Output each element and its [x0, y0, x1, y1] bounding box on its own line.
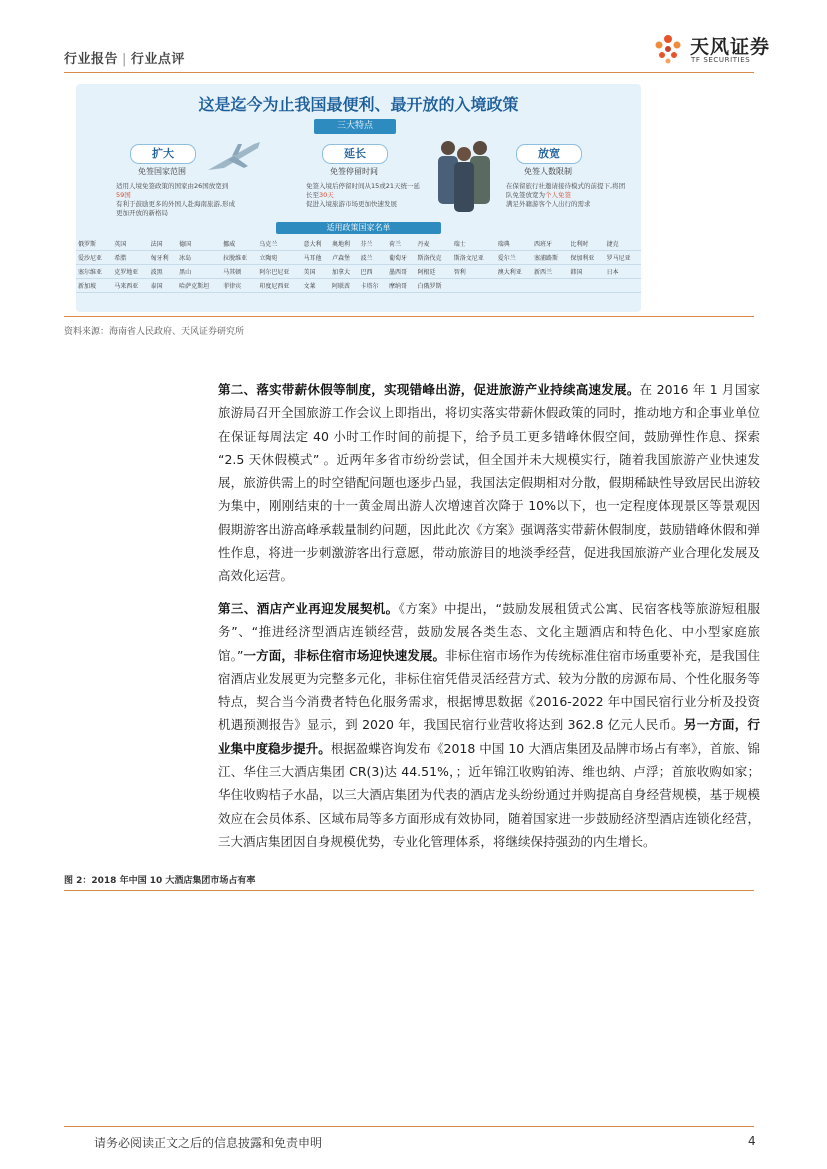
- country-cell: 马其顿: [221, 265, 257, 279]
- country-row: [76, 279, 641, 293]
- country-cell: 波兰: [358, 251, 387, 265]
- country-cell: 新西兰: [532, 265, 568, 279]
- country-cell: 意大利: [301, 237, 330, 251]
- logo-text-en: TF SECURITIES: [691, 56, 751, 64]
- country-cell: 德国: [177, 237, 221, 251]
- country-cell: 白俄罗斯: [415, 279, 451, 293]
- country-cell: 泰国: [149, 279, 178, 293]
- country-table: [76, 237, 641, 293]
- paragraph-hotel-industry: 第三、酒店产业再迎发展契机。《方案》中提出，“鼓励发展租赁式公寓、民宿客栈等旅游短租服务”、“推进经济型酒店连锁经营，鼓励发展各类生态、文化主题酒店和特色化、中小型家庭旅馆。”一方面，非标住宿市场迎快速发展。非标住宿市场作为传统标准住宿市场重要补充，是我国住宿酒店业发展更为完整多元化，非标住宿凭借灵活经营方式、较为分散的房源布局、个性化服务等特点，契合当今消费者特色化服务需求，根据博思数据《2016-2022 年中国民宿行业分析及投资机遇预测报告》显示，到 2020 年，我国民宿行业营收将达到 362.8 亿元人民币。另一方面，行业集中度稳步提升。根据盈蝶咨询发布《2018 中国 10 大酒店集团及品牌市场占有率》，首旅、锦江、华住三大酒店集团 CR(3)达 44.51%，；近年锦江收购铂涛、维也纳、卢浮；首旅收购如家；华住收购桔子水晶，以三大酒店集团为代表的酒店龙头纷纷通过并购提高自身经营规模，基于规模效应在会员体系、区域布局等多方面形成有效协同，随着国家进一步鼓励经济型酒店连锁化经营，三大酒店集团因自身规模优势，专业化管理体系，将继续保持强劲的内生增长。: [218, 601, 760, 849]
- country-cell: 韩国: [568, 265, 604, 279]
- tf-logo-icon: [650, 30, 686, 66]
- country-cell: 丹麦: [415, 237, 451, 251]
- country-row: [76, 251, 641, 265]
- country-cell: 爱尔兰: [496, 251, 532, 265]
- country-cell: 罗马尼亚: [605, 251, 641, 265]
- country-cell: 斯洛文尼亚: [452, 251, 496, 265]
- source-divider: [64, 316, 754, 317]
- figure2-divider: [64, 890, 754, 891]
- country-cell: 克罗地亚: [112, 265, 148, 279]
- country-cell: 哈萨克斯坦: [177, 279, 221, 293]
- country-cell: 挪威: [221, 237, 257, 251]
- infographic-title: 这是迄今为止我国最便利、最开放的入境政策: [198, 95, 519, 114]
- country-cell: 乌克兰: [257, 237, 301, 251]
- country-cell: [452, 279, 496, 293]
- country-cell: 捷克: [605, 237, 641, 251]
- policy-infographic: [76, 84, 641, 312]
- country-cell: 马来西亚: [112, 279, 148, 293]
- feature-desc-relax: 在保留旅行社邀请接待模式的前提下,将团队免签放宽为个人免签 满足外籍游客个人出行的需求: [506, 182, 626, 208]
- country-cell: 英国: [112, 237, 148, 251]
- feature-desc-extend: 免签入境后停留时间从15或21天统一延长至30天 促进入境旅游市场更加快速发展: [306, 182, 421, 208]
- country-list-title: 适用政策国家名单: [276, 222, 441, 234]
- country-row: [76, 265, 641, 279]
- separator: |: [122, 52, 127, 67]
- country-cell: 拉脱维亚: [221, 251, 257, 265]
- people-icon: [428, 134, 500, 216]
- country-cell: 匈牙利: [149, 251, 178, 265]
- category-label: 行业报告: [64, 52, 119, 67]
- country-cell: 日本: [605, 265, 641, 279]
- logo-text-cn: 天风证券: [690, 36, 771, 58]
- country-cell: [568, 279, 604, 293]
- feature-sub-relax: 免签人数限制: [524, 167, 572, 176]
- emphasis-concentration: 另一方面，行业集中度稳步提升。: [218, 717, 760, 756]
- country-cell: 文莱: [301, 279, 330, 293]
- emphasis-nonstandard: 一方面，非标住宿市场迎快速发展。: [243, 647, 446, 663]
- country-cell: 波黑: [149, 265, 178, 279]
- country-cell: 保加利亚: [568, 251, 604, 265]
- country-cell: 墨西哥: [387, 265, 416, 279]
- country-cell: 澳大利亚: [496, 265, 532, 279]
- country-cell: 斯洛伐克: [415, 251, 451, 265]
- country-cell: 塞浦路斯: [532, 251, 568, 265]
- country-cell: 爱沙尼亚: [76, 251, 112, 265]
- paragraph-lead: 第三、酒店产业再迎发展契机。: [218, 601, 399, 616]
- figure-source: 资料来源：海南省人民政府、天风证券研究所: [64, 327, 245, 337]
- country-cell: [496, 279, 532, 293]
- country-cell: 瑞士: [452, 237, 496, 251]
- airplane-icon: [204, 136, 264, 176]
- footer-disclaimer: 请务必阅读正文之后的信息披露和免责申明: [94, 1136, 323, 1150]
- feature-label-relax: 放宽: [516, 144, 582, 164]
- paragraph-vacation-policy: [218, 378, 760, 588]
- country-cell: 比利时: [568, 237, 604, 251]
- country-cell: 美国: [301, 265, 330, 279]
- country-cell: 立陶宛: [257, 251, 301, 265]
- country-cell: [605, 279, 641, 293]
- country-cell: 新加坡: [76, 279, 112, 293]
- country-cell: [532, 279, 568, 293]
- country-cell: 黑山: [177, 265, 221, 279]
- country-cell: 塞尔维亚: [76, 265, 112, 279]
- footer-divider: [64, 1126, 754, 1127]
- country-row: [76, 237, 641, 251]
- country-cell: 俄罗斯: [76, 237, 112, 251]
- page-number: 4: [748, 1134, 756, 1148]
- country-cell: 卡塔尔: [358, 279, 387, 293]
- paragraph-body: 在 2016 年 1 月国家旅游局召开全国旅游工作会议上即指出，将切实落实带薪休假政策的同时，推动地方和企事业单位在保证每周法定 40 小时工作时间的前提下，给予员工更多错峰休假空间，鼓励弹性作息、探索 “2.5 天休假模式” 。近两年多省市纷纷尝试，但全国并未大规模实行，随着我国旅游产业快速发展，旅游供需上的时空错配问题也逐步凸显，我国法定假期相对分散，假期稀缺性导致居民出游较为集中，刚刚结束的十一黄金周出游人次增速首次降于 10%以下，也一定程度体现景区等景观因假期游客出游高峰承载量制约问题，因此此次《方案》强调落实带薪休假制度，鼓励错峰休假和弹性作息，将进一步刺激游客出行意愿，带动旅游目的地淡季经营，促进我国旅游产业合理化发展及高效化运营。: [218, 382, 760, 584]
- country-cell: 奥地利: [330, 237, 359, 251]
- country-cell: 印度尼西亚: [257, 279, 301, 293]
- country-cell: 智利: [452, 265, 496, 279]
- feature-label-extend: 延长: [322, 144, 388, 164]
- subcategory-label: 行业点评: [130, 52, 185, 67]
- country-cell: 阿联酋: [330, 279, 359, 293]
- country-cell: 葡萄牙: [387, 251, 416, 265]
- country-cell: 阿根廷: [415, 265, 451, 279]
- figure2-caption: 图 2：2018 年中国 10 大酒店集团市场占有率: [64, 876, 256, 886]
- country-cell: 马耳他: [301, 251, 330, 265]
- header-divider: [64, 72, 754, 73]
- country-cell: 法国: [149, 237, 178, 251]
- country-cell: 加拿大: [330, 265, 359, 279]
- infographic-subtitle: 三大特点: [314, 119, 396, 134]
- feature-sub-expand: 免签国家范围: [138, 167, 186, 176]
- country-cell: 冰岛: [177, 251, 221, 265]
- country-cell: 摩纳哥: [387, 279, 416, 293]
- country-cell: 菲律宾: [221, 279, 257, 293]
- paragraph-lead: 第二、落实带薪休假等制度，实现错峰出游，促进旅游产业持续高速发展。: [218, 382, 640, 397]
- country-cell: 荷兰: [387, 237, 416, 251]
- country-cell: 芬兰: [358, 237, 387, 251]
- feature-sub-extend: 免签停留时间: [330, 167, 378, 176]
- report-category: [64, 48, 185, 67]
- country-cell: 瑞典: [496, 237, 532, 251]
- feature-label-expand: 扩大: [130, 144, 196, 164]
- country-cell: 阿尔巴尼亚: [257, 265, 301, 279]
- country-cell: 希腊: [112, 251, 148, 265]
- country-cell: 巴西: [358, 265, 387, 279]
- country-cell: 卢森堡: [330, 251, 359, 265]
- feature-desc-expand: 适用人境免签政策的国家由26国放宽到59国 有利于鼓励更多的外国人赴海南旅游,形成更加开放的新格局: [116, 182, 236, 217]
- country-cell: 西班牙: [532, 237, 568, 251]
